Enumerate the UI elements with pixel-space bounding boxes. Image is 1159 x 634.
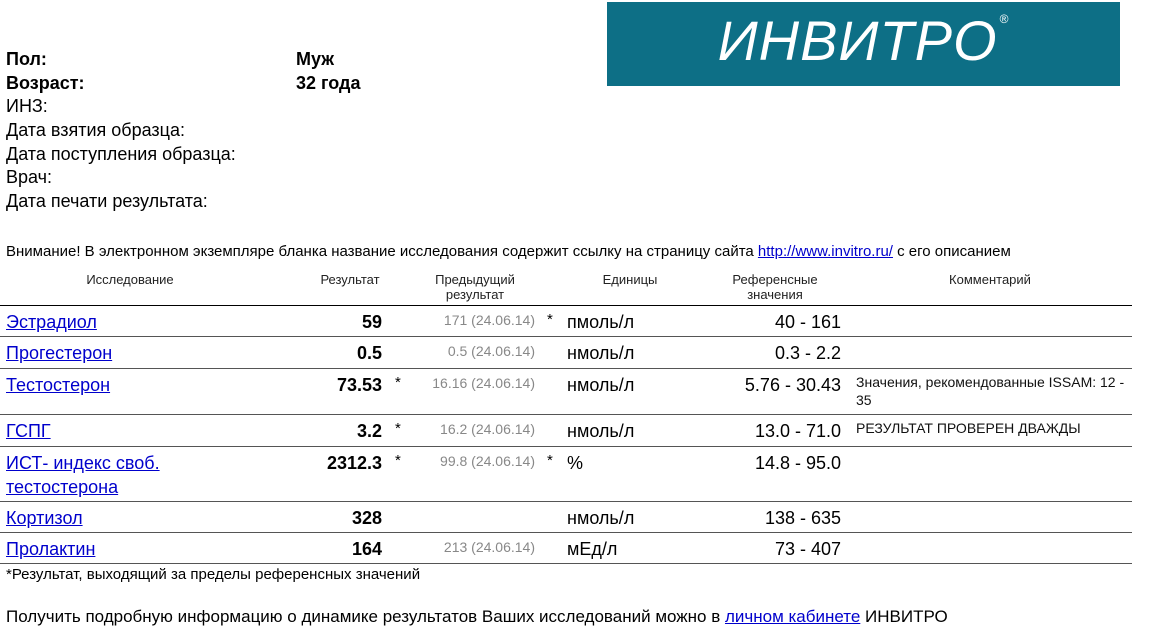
patient-info — [6, 48, 360, 214]
patient-row — [6, 143, 360, 167]
comment: РЕЗУЛЬТАТ ПРОВЕРЕН ДВАЖДЫ — [856, 420, 1081, 436]
table-row — [0, 502, 1132, 533]
reference-range: 14.8 - 95.0 — [754, 453, 841, 473]
patient-row — [6, 166, 360, 190]
patient-row — [6, 72, 360, 96]
result-flag: * — [395, 374, 401, 391]
reference-range: 5.76 - 30.43 — [744, 375, 841, 395]
patient-label: Дата печати результата: — [6, 191, 208, 212]
header-reference: Референсные значения — [732, 272, 818, 302]
reference-range: 0.3 - 2.2 — [774, 343, 841, 363]
reference-range: 138 - 635 — [764, 508, 841, 528]
result-value: 164 — [351, 539, 382, 559]
header-comment: Комментарий — [949, 272, 1031, 287]
personal-account-link[interactable]: личном кабинете — [724, 607, 861, 626]
unit: мЕд/л — [567, 539, 618, 559]
reference-range: 40 - 161 — [774, 312, 841, 332]
logo-text: ИНВИТРО ® — [717, 9, 1010, 72]
test-name-link[interactable]: ГСПГ — [6, 421, 51, 441]
invitro-site-link[interactable]: http://www.invitro.ru/ — [757, 243, 893, 260]
previous-result: 99.8 (24.06.14) — [440, 453, 535, 469]
patient-row — [6, 119, 360, 143]
table-row — [0, 415, 1132, 447]
unit: нмоль/л — [567, 343, 635, 363]
unit: нмоль/л — [567, 508, 635, 528]
reference-range: 73 - 407 — [774, 539, 841, 559]
table-row — [0, 306, 1132, 337]
patient-label: Дата взятия образца: — [6, 120, 185, 141]
result-value: 59 — [361, 312, 382, 332]
result-value: 0.5 — [356, 343, 382, 363]
patient-value: 32 года — [296, 72, 361, 93]
header-test: Исследование — [86, 272, 174, 287]
unit: нмоль/л — [567, 421, 635, 441]
unit: нмоль/л — [567, 375, 635, 395]
patient-value: Муж — [296, 49, 334, 69]
table-row — [0, 533, 1132, 564]
header-units: Единицы — [602, 272, 658, 287]
test-name-link[interactable]: Прогестерон — [6, 343, 113, 363]
patient-row — [6, 95, 360, 119]
previous-result: 16.16 (24.06.14) — [432, 375, 535, 391]
result-value: 328 — [351, 508, 382, 528]
test-name-link[interactable]: Эстрадиол — [6, 312, 97, 332]
patient-row — [6, 190, 360, 214]
test-name-link[interactable]: Тестостерон — [6, 375, 111, 395]
test-name-link[interactable]: Кортизол — [6, 508, 83, 528]
table-row — [0, 369, 1132, 415]
table-row — [0, 447, 1132, 502]
footnote: *Результат, выходящий за пределы референсных значений — [6, 566, 421, 583]
test-name-link[interactable]: Пролактин — [6, 539, 96, 559]
patient-label: Врач: — [6, 167, 53, 188]
patient-label: Пол: — [6, 49, 47, 69]
reference-range: 13.0 - 71.0 — [754, 421, 841, 441]
patient-label: ИНЗ: — [6, 96, 48, 117]
previous-result: 0.5 (24.06.14) — [447, 343, 535, 359]
previous-flag: * — [547, 452, 553, 469]
previous-result: 16.2 (24.06.14) — [440, 421, 535, 437]
previous-flag: * — [547, 311, 553, 328]
notice-text: Внимание! В электронном экземпляре бланка название исследования содержит ссылку на страницу сайта http://www.invitro.ru/ с его описанием — [6, 243, 1011, 260]
test-name-link[interactable]: ИСТ- индекс своб. тестостерона — [6, 453, 160, 497]
header-result: Результат — [320, 272, 380, 287]
table-row — [0, 337, 1132, 369]
patient-row — [6, 48, 360, 72]
previous-result: 213 (24.06.14) — [443, 539, 535, 555]
patient-label: Дата поступления образца: — [6, 143, 236, 164]
unit: пмоль/л — [567, 312, 635, 332]
table-header — [0, 272, 1132, 304]
patient-label: Возраст: — [6, 72, 85, 93]
result-value: 2312.3 — [326, 453, 382, 473]
header-previous: Предыдущий результат — [435, 272, 515, 302]
invitro-logo — [607, 2, 1120, 86]
registered-mark: ® — [999, 12, 1010, 26]
result-value: 3.2 — [356, 421, 382, 441]
results-table — [0, 305, 1132, 564]
comment: Значения, рекомендованные ISSAM: 12 - 35 — [856, 374, 1125, 408]
result-flag: * — [395, 420, 401, 437]
bottom-info: Получить подробную информацию о динамике результатов Ваших исследований можно в личном кабинете ИНВИТРО — [6, 607, 948, 626]
unit: % — [567, 453, 584, 473]
result-flag: * — [395, 452, 401, 469]
result-value: 73.53 — [336, 375, 382, 395]
previous-result: 171 (24.06.14) — [443, 312, 535, 328]
